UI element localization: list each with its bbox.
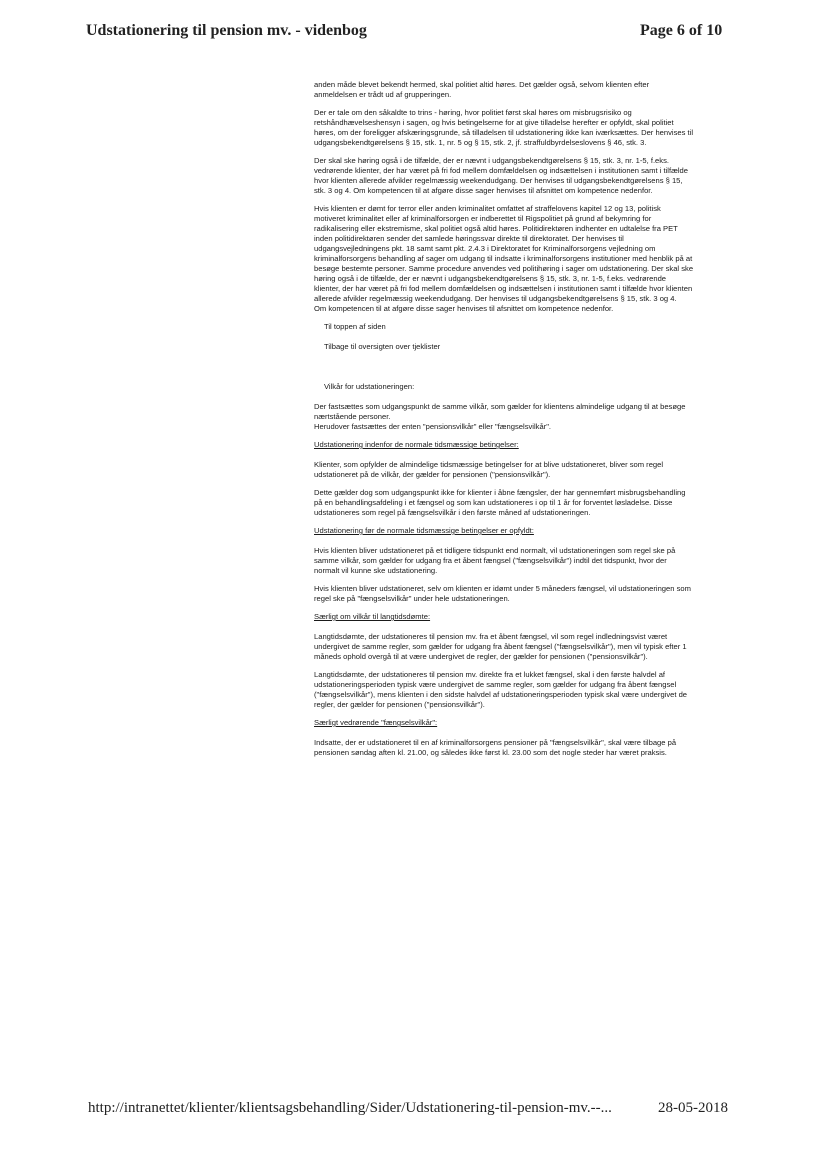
body-paragraph: Der skal ske høring også i de tilfælde, der er nævnt i udgangsbekendtgørelsens § 15, stk. 3, nr. 1-5, f.eks. vedrørende klienter, der har været på fri fod mellem domfældelsen og indsættelsen i institutionen samt i tilfælde hvor klienten allerede afvikler regelmæssig weekendudgang. Der henvises til udgangsbekendtgørelsens § 15, stk. 3 og 4. Om kompetencen til at afgøre disse sager henvises til afsnittet om kompetence nedenfor. xyxy=(314,156,688,195)
document-body xyxy=(314,80,694,766)
subsection-paragraph: Hvis klienten bliver udstationeret, selv om klienten er idømt under 5 måneders fængsel, vil udstationeringen som regel ske på "fængselsvilkår" under hele udstationeringen. xyxy=(314,584,691,603)
body-paragraph: Om kompetencen til at afgøre disse sager henvises til afsnittet om kompetence nedenfor. xyxy=(314,304,614,313)
body-paragraph: Hvis klienten er dømt for terror eller anden kriminalitet omfattet af straffelovens kapitel 12 og 13, politisk motiveret kriminalitet eller af kriminalforsorgen er indberettet til Rigspolitiet på grund af bekymring for radikalisering eller ekstremisme, skal politiet også altid høres. Politidirektøren indhenter en udtalelse fra PET inden politidirektøren sender det samlede høringssvar direkte til direktoratet. Der henvises til udgangsvejledningens pkt. 18 samt samt pkt. 2.4.3 i Direktoratet for Kriminalforsorgens vejledning om kriminalforsorgens behandling af sager om udgang til indsatte i kriminalforsorgens institutioner med henblik på at besøge bestemte personer. Samme procedure anvendes ved politihøring i sager om udstationering. Der skal ske høring også i de tilfælde, der er nævnt i udgangsbekendtgørelsens § 15, stk. 3, nr. 1-5, f.eks. vedrørende klienter, der har været på fri fod mellem domfældelsen og indsættelsen i institutionen samt i tilfælde hvor klienten allerede afvikler regelmæssig weekendudgang. Der henvises til udgangsbekendtgørelsens § 15, stk. 3 og 4. xyxy=(314,204,694,303)
footer-date: 28-05-2018 xyxy=(658,1100,728,1116)
subsection-paragraph: Dette gælder dog som udgangspunkt ikke for klienter i åbne fængsler, der har gennemført misbrugsbehandling på en behandlingsafdeling i et fængsel og som kan udstationeres i op til 1 år for forventet løsladelse. Disse udstationeres som regel på fængselsvilkår i den første måned af udstationeringen. xyxy=(314,488,686,517)
subsection-heading: Udstationering indenfor de normale tidsmæssige betingelser: xyxy=(314,440,519,449)
subsection-paragraph: Indsatte, der er udstationeret til en af kriminalforsorgens pensioner på "fængselsvilkår", skal være tilbage på pensionen søndag aften kl. 21.00, og således ikke først kl. 23.00 som det nogle steder har været praksis. xyxy=(314,738,677,757)
subsection-paragraph: Klienter, som opfylder de almindelige tidsmæssige betingelser for at blive udstationeret, bliver som regel udstationeret på de vilkår, der gælder for pensionen ("pensionsvilkår"). xyxy=(314,460,664,479)
intro-paragraph: Herudover fastsættes der enten "pensionsvilkår" eller "fængselsvilkår". xyxy=(314,422,552,431)
footer-url: http://intranettet/klienter/klientsagsbehandling/Sider/Udstationering-til-pension-mv.--... xyxy=(88,1100,612,1116)
subsection-paragraph: Langtidsdømte, der udstationeres til pension mv. direkte fra et lukket fængsel, skal i den første halvdel af udstationeringsperioden typisk være undergivet de samme regler, som gælder for udgang fra åbent fængsel ("fængselsvilkår"), mens klienten i den sidste halvdel af udstationeringsperioden typisk skal være undergivet de regler, der gælder for pensionen ("pensionsvilkår"). xyxy=(314,670,688,709)
subsection-heading: Særligt om vilkår til langtidsdømte: xyxy=(314,612,431,621)
page-number: Page 6 of 10 xyxy=(640,22,723,39)
body-paragraph: anden måde blevet bekendt hermed, skal politiet altid høres. Det gælder også, selvom klienten efter anmeldelsen er trådt ud af grupperingen. xyxy=(314,80,650,99)
back-to-overview-link[interactable]: Tilbage til oversigten over tjeklister xyxy=(324,342,441,351)
subsection-heading: Udstationering før de normale tidsmæssige betingelser er opfyldt: xyxy=(314,526,534,535)
back-to-top-link[interactable]: Til toppen af siden xyxy=(324,322,386,331)
intro-paragraph: Der fastsættes som udgangspunkt de samme vilkår, som gælder for klientens almindelige udgang til at besøge nærtstående personer. xyxy=(314,402,686,421)
subsection-paragraph: Langtidsdømte, der udstationeres til pension mv. fra et åbent fængsel, vil som regel indledningsvist været undergivet de samme regler, som gælder for udgang fra åbent fængsel ("fængselsvilkår"), men vil typisk efter 1 måneds ophold overgå til at være undergivet de regler, der gælder for pensionen ("pensionsvilkår"). xyxy=(314,632,687,661)
section-title: Vilkår for udstationeringen: xyxy=(324,382,415,391)
subsection-paragraph: Hvis klienten bliver udstationeret på et tidligere tidspunkt end normalt, vil udstationeringen som regel ske på samme vilkår, som gælder for udgang fra et åbent fængsel ("fængselsvilkår") indtil det tidspunkt, hvor der normalt vil kunne ske udstationering. xyxy=(314,546,676,575)
subsection-heading: Særligt vedrørende "fængselsvilkår": xyxy=(314,718,438,727)
body-paragraph: Der er tale om den såkaldte to trins - høring, hvor politiet først skal høres om misbrugsrisiko og retshåndhævelseshensyn i sagen, og hvis betingelserne for at give tilladelse herefter er opfyldt, skal politiet høres, om der foreligger afskæringsgrunde, så tilladelsen til udstationering ikke kan iværksættes. Der henvises til udgangsbekendtgørelsens § 15, stk. 1, nr. 5 og § 15, stk. 2, jf. straffuldbyrdelseslovens § 46, stk. 3. xyxy=(314,108,694,147)
page-header-title: Udstationering til pension mv. - videnbog xyxy=(86,22,367,39)
